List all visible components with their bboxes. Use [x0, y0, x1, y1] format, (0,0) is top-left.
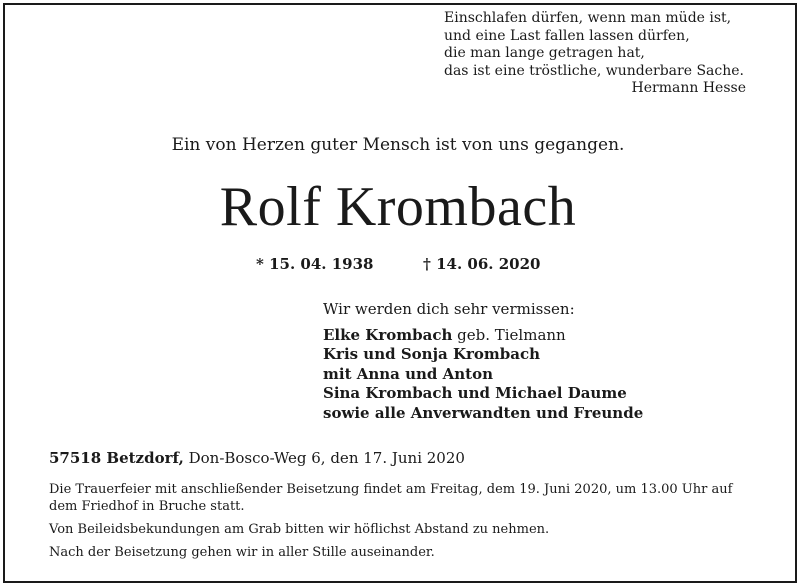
- family-member: [323, 326, 643, 346]
- death-date: † 14. 06. 2020: [423, 255, 541, 273]
- closing-note: Nach der Beisetzung gehen wir in aller Stille auseinander.: [49, 545, 435, 560]
- poem-line: die man lange getragen hat,: [444, 45, 645, 62]
- family-member-name: Elke Krombach: [323, 325, 453, 344]
- poem-block: [444, 10, 746, 98]
- family-block: [323, 300, 643, 424]
- place-city: 57518 Betzdorf,: [49, 449, 184, 467]
- poem-author: Hermann Hesse: [631, 80, 746, 97]
- family-member: mit Anna und Anton: [323, 364, 494, 383]
- place-address: Don-Bosco-Weg 6, den 17. Juni 2020: [183, 449, 465, 467]
- family-intro: Wir werden dich sehr vermissen:: [323, 300, 575, 318]
- birth-date: * 15. 04. 1938: [256, 255, 374, 273]
- family-member: Sina Krombach und Michael Daume: [323, 384, 627, 403]
- family-member: sowie alle Anverwandten und Freunde: [323, 403, 644, 422]
- condolence-note: Von Beileidsbekundungen am Grab bitten wir höflichst Abstand zu nehmen.: [49, 522, 550, 537]
- poem-line: Einschlafen dürfen, wenn man müde ist,: [444, 10, 732, 26]
- deceased-name: Rolf Krombach: [219, 176, 577, 238]
- family-member-maiden: geb. Tielmann: [452, 325, 566, 344]
- family-member: Kris und Sonja Krombach: [323, 345, 541, 364]
- funeral-info: Die Trauerfeier mit anschließender Beisetzung findet am Freitag, dem 19. Juni 2020, um 13.00 Uhr auf dem Friedhof in Bruche statt.: [49, 482, 733, 514]
- poem-line: das ist eine tröstliche, wunderbare Sache.: [444, 62, 744, 79]
- intro-sentence: Ein von Herzen guter Mensch ist von uns gegangen.: [171, 135, 625, 155]
- place-date-line: [49, 448, 465, 468]
- poem-line: und eine Last fallen lassen dürfen,: [444, 27, 690, 44]
